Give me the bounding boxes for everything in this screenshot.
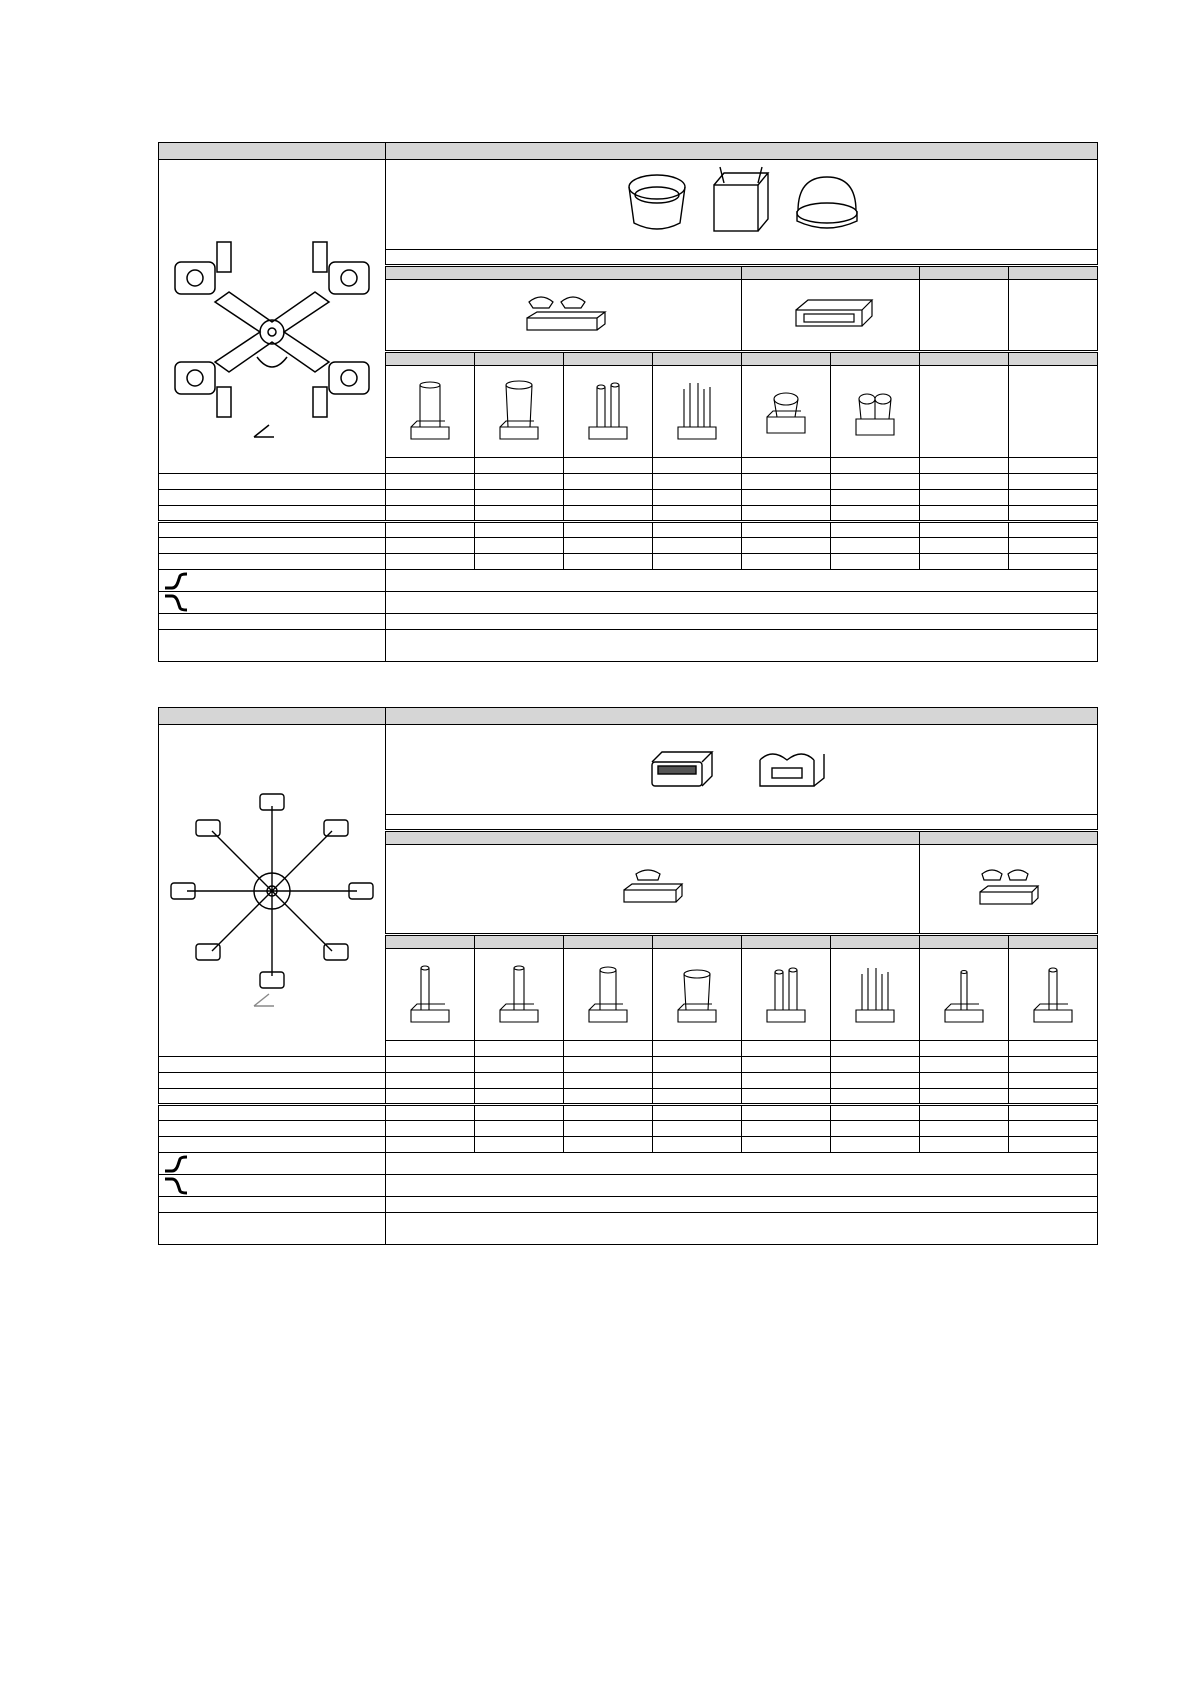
spec-label [159, 538, 386, 554]
bucket-label-row [386, 250, 1098, 266]
rotor-image-cell [159, 160, 386, 474]
empty-cell [920, 366, 1009, 458]
adapter-group-header [920, 266, 1009, 280]
rotor-header-cell [159, 708, 386, 725]
tube-adapter-cell [831, 366, 920, 458]
spec-label [159, 1057, 386, 1073]
spec-label [159, 630, 386, 662]
spec-label [159, 506, 386, 522]
tube-header [920, 935, 1009, 949]
deceleration-value [386, 1175, 1098, 1197]
tube-adapter-cell [653, 366, 742, 458]
deceleration-icon [163, 594, 189, 612]
tube-adapter-illustration [1028, 960, 1078, 1030]
deceleration-value [386, 592, 1098, 614]
tube-adapter-illustration [405, 960, 455, 1030]
tube-adapter-cell [920, 949, 1009, 1041]
tube-adapter-illustration [405, 377, 455, 447]
adapter-set-b-cell [920, 845, 1098, 935]
spec-label [386, 458, 475, 474]
rotor-spec-table-2 [158, 707, 1098, 1245]
tube-header [653, 352, 742, 366]
deceleration-icon [163, 1177, 189, 1195]
tube-header [831, 935, 920, 949]
bucket-header-cell [386, 708, 1098, 725]
adapter-set-b-illustration [974, 864, 1044, 914]
tube-header [653, 935, 742, 949]
rotor-8-place-illustration [159, 736, 386, 1046]
buckets-image-cell [386, 725, 1098, 815]
tube-adapter-cell [742, 949, 831, 1041]
spec-label [159, 1137, 386, 1153]
acceleration-value [386, 570, 1098, 592]
rotor-spec-table-1 [158, 142, 1098, 662]
tube-header [742, 352, 831, 366]
deceleration-row-label [159, 592, 386, 614]
tube-adapter-illustration [672, 377, 722, 447]
adapter-group-header [1009, 266, 1098, 280]
tube-adapter-illustration [761, 377, 811, 447]
adapter-set-a-illustration [618, 864, 688, 914]
spec-label [159, 1089, 386, 1105]
adapter-group-header [386, 831, 920, 845]
adapter-set-b-illustration [786, 290, 876, 340]
tube-adapter-illustration [583, 960, 633, 1030]
tube-header [386, 352, 475, 366]
tube-adapter-illustration [761, 960, 811, 1030]
tube-adapter-illustration [850, 960, 900, 1030]
adapter-set-a-illustration [519, 290, 609, 340]
empty-cell [1009, 366, 1098, 458]
buckets-image-cell [386, 160, 1098, 250]
acceleration-value [386, 1153, 1098, 1175]
tube-header [1009, 935, 1098, 949]
spec-label [159, 474, 386, 490]
tube-adapter-cell [1009, 949, 1098, 1041]
tube-adapter-illustration [939, 960, 989, 1030]
spec-label [159, 490, 386, 506]
adapter-group-header [742, 266, 920, 280]
bucket-label-row [386, 815, 1098, 831]
spec-label [159, 1073, 386, 1089]
tube-header [475, 352, 564, 366]
tube-adapter-illustration [583, 377, 633, 447]
acceleration-icon [163, 1155, 189, 1173]
tube-header [1009, 352, 1098, 366]
spec-label [159, 1105, 386, 1121]
rotor-header-cell [159, 143, 386, 160]
tube-adapter-cell [564, 949, 653, 1041]
tube-header [742, 935, 831, 949]
spec-label [159, 614, 386, 630]
bucket-header-cell [386, 143, 1098, 160]
spec-label [159, 554, 386, 570]
tube-adapter-illustration [850, 377, 900, 447]
buckets-illustration [642, 740, 842, 800]
spec-label [159, 1197, 386, 1213]
acceleration-icon [163, 572, 189, 590]
tube-adapter-cell [742, 366, 831, 458]
tube-adapter-illustration [494, 960, 544, 1030]
tube-header [564, 352, 653, 366]
deceleration-row-label [159, 1175, 386, 1197]
tube-adapter-illustration [494, 377, 544, 447]
buckets-illustration [612, 165, 872, 245]
spec-label [159, 522, 386, 538]
tube-header [831, 352, 920, 366]
acceleration-row-label [159, 1153, 386, 1175]
rotor-4-place-illustration [159, 162, 386, 472]
acceleration-row-label [159, 570, 386, 592]
spec-label [386, 1041, 475, 1057]
adapter-group-header [386, 266, 742, 280]
tube-header [920, 352, 1009, 366]
adapter-set-a-cell [386, 280, 742, 352]
empty-cell [920, 280, 1009, 352]
spec-label [159, 1213, 386, 1245]
empty-cell [1009, 280, 1098, 352]
adapter-group-header [920, 831, 1098, 845]
tube-adapter-cell [564, 366, 653, 458]
tube-adapter-cell [653, 949, 742, 1041]
tube-adapter-cell [475, 949, 564, 1041]
tube-header [386, 935, 475, 949]
rotor-image-cell [159, 725, 386, 1057]
tube-adapter-cell [386, 366, 475, 458]
tube-adapter-illustration [672, 960, 722, 1030]
tube-header [475, 935, 564, 949]
tube-adapter-cell [831, 949, 920, 1041]
adapter-set-b-cell [742, 280, 920, 352]
spec-label [159, 1121, 386, 1137]
tube-adapter-cell [386, 949, 475, 1041]
adapter-set-a-cell [386, 845, 920, 935]
tube-header [564, 935, 653, 949]
tube-adapter-cell [475, 366, 564, 458]
